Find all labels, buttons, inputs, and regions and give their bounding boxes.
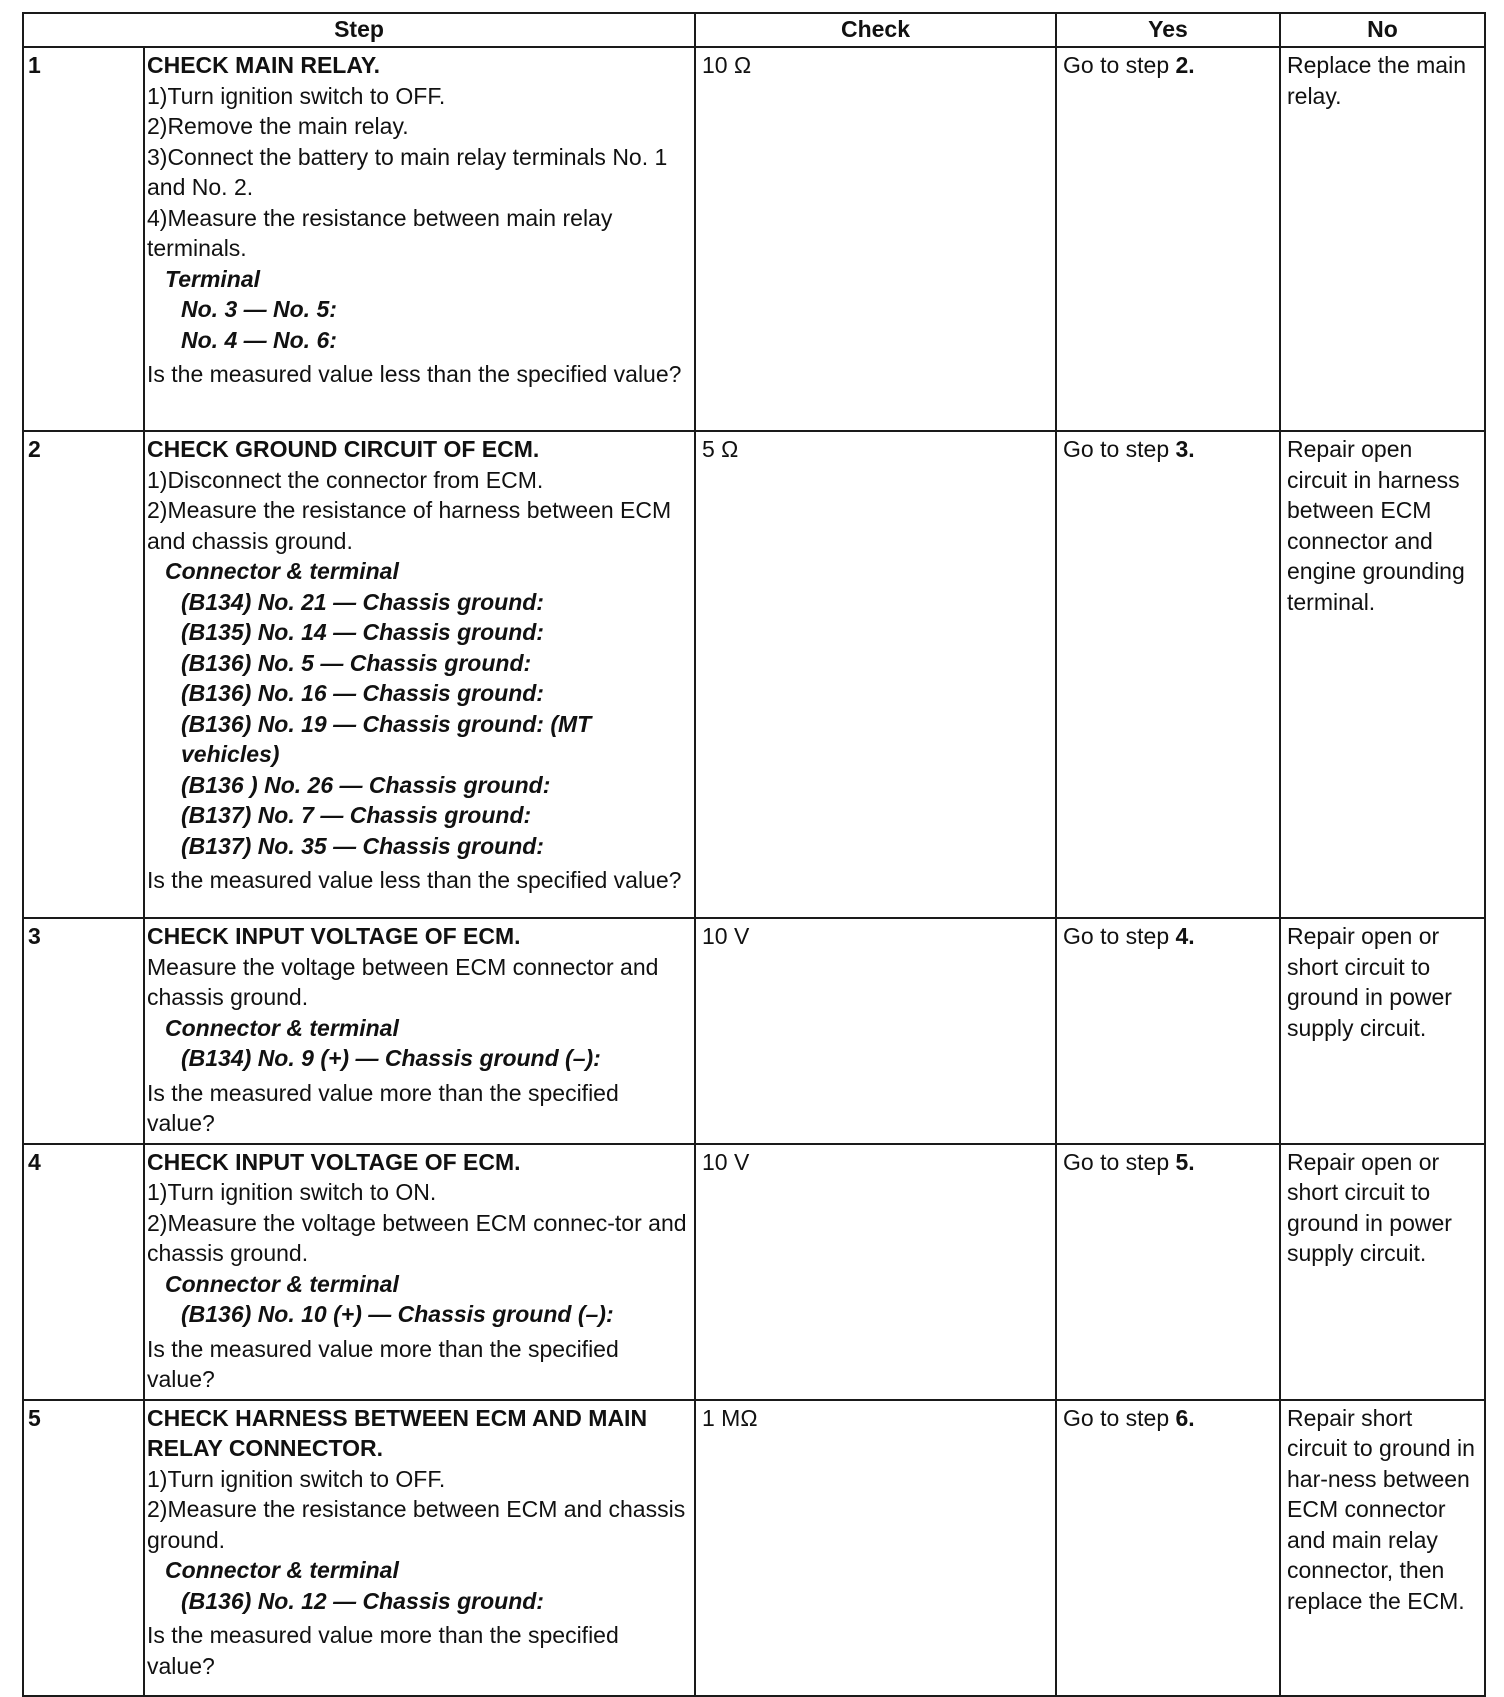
yes-step-number: 2. [1175,52,1195,78]
spec-item: (B136 ) No. 26 — Chassis ground: [181,771,551,798]
step-description [144,47,695,431]
step-description [144,431,695,918]
yes-step-number: 4. [1175,923,1195,949]
check-value: 10 Ω [695,47,1056,431]
no-action: Repair open or short circuit to ground in power supply circuit. [1280,918,1485,1144]
table-row [23,431,1485,918]
yes-text: Go to step [1063,1148,1176,1175]
check-value: 1 MΩ [695,1400,1056,1696]
check-value: 5 Ω [695,431,1056,918]
step-number: 5 [23,1400,144,1696]
header-no: No [1280,13,1485,47]
yes-action [1056,431,1280,918]
step-title: CHECK INPUT VOLTAGE OF ECM. [147,923,521,949]
step-title: CHECK INPUT VOLTAGE OF ECM. [147,1148,521,1175]
step-title: CHECK HARNESS BETWEEN ECM AND MAIN RELAY CONNECTOR. [147,1404,648,1461]
instruction-line: 2)Measure the resistance of harness between ECM and chassis ground. [147,497,672,554]
step-number: 3 [23,918,144,1144]
spec-item: (B136) No. 5 — Chassis ground: [181,649,532,676]
spec-item: (B134) No. 9 (+) — Chassis ground (–): [181,1045,601,1071]
spec-item: (B135) No. 14 — Chassis ground: [181,619,544,645]
instruction-line: 4)Measure the resistance between main relay terminals. [147,204,613,261]
check-value: 10 V [695,1144,1056,1400]
yes-text: Go to step [1063,923,1176,949]
header-check: Check [695,13,1056,47]
question: Is the measured value more than the specified value? [147,1335,619,1392]
step-title: CHECK MAIN RELAY. [147,52,381,78]
instruction-line: 2)Measure the resistance between ECM and chassis ground. [147,1496,686,1553]
no-action: Replace the main relay. [1280,47,1485,431]
question: Is the measured value more than the specified value? [147,1079,619,1136]
table-body [23,47,1485,1696]
yes-action [1056,1144,1280,1400]
yes-text: Go to step [1063,1404,1176,1431]
step-description [144,1144,695,1400]
spec-item: (B136) No. 12 — Chassis ground: [181,1587,544,1614]
spec-item: (B136) No. 19 — Chassis ground: (MT vehicles) [181,710,592,767]
yes-text: Go to step [1063,52,1176,78]
spec-item: No. 3 — No. 5: [181,296,337,322]
instruction-line: 1)Turn ignition switch to ON. [147,1179,437,1205]
spec-label: Connector & terminal [165,1557,399,1583]
yes-step-number: 5. [1175,1148,1195,1175]
no-action: Repair short circuit to ground in har-ness between ECM connector and main relay connector, then replace the ECM. [1280,1400,1485,1696]
spec-label: Connector & terminal [165,1014,399,1041]
yes-action [1056,1400,1280,1696]
header-yes: Yes [1056,13,1280,47]
header-step: Step [23,13,695,47]
question: Is the measured value less than the specified value? [147,361,682,387]
spec-label: Terminal [165,265,261,292]
step-description [144,1400,695,1696]
spec-item: (B136) No. 16 — Chassis ground: [181,680,544,706]
diagnostic-table [22,12,1486,1697]
instruction-line: 1)Disconnect the connector from ECM. [147,466,544,493]
spec-item: (B137) No. 7 — Chassis ground: [181,802,532,828]
instruction-line: 1)Turn ignition switch to OFF. [147,82,446,109]
table-row [23,47,1485,431]
instruction-line: 1)Turn ignition switch to OFF. [147,1465,446,1492]
yes-action [1056,918,1280,1144]
header-row [23,13,1485,47]
spec-item: (B136) No. 10 (+) — Chassis ground (–): [181,1301,614,1327]
question: Is the measured value less than the specified value? [147,867,682,893]
table-header [23,13,1485,47]
table-row [23,918,1485,1144]
yes-step-number: 3. [1175,436,1195,462]
yes-text: Go to step [1063,436,1176,462]
yes-action [1056,47,1280,431]
spec-item: (B134) No. 21 — Chassis ground: [181,588,544,615]
step-description [144,918,695,1144]
spec-label: Connector & terminal [165,558,399,584]
instruction-line: 2)Remove the main relay. [147,113,409,139]
instruction-line: 3)Connect the battery to main relay terminals No. 1 and No. 2. [147,143,668,200]
step-number: 2 [23,431,144,918]
spec-item: No. 4 — No. 6: [181,326,337,353]
step-number: 4 [23,1144,144,1400]
no-action: Repair open circuit in harness between ECM connector and engine grounding terminal. [1280,431,1485,918]
no-action: Repair open or short circuit to ground in power supply circuit. [1280,1144,1485,1400]
table-row [23,1400,1485,1696]
check-value: 10 V [695,918,1056,1144]
step-number: 1 [23,47,144,431]
spec-item: (B137) No. 35 — Chassis ground: [181,832,544,859]
question: Is the measured value more than the specified value? [147,1622,619,1679]
instruction-line: 2)Measure the voltage between ECM connec-tor and chassis ground. [147,1209,687,1266]
step-title: CHECK GROUND CIRCUIT OF ECM. [147,436,540,462]
yes-step-number: 6. [1175,1404,1195,1431]
table-row [23,1144,1485,1400]
instruction-line: Measure the voltage between ECM connector and chassis ground. [147,953,659,1010]
spec-label: Connector & terminal [165,1270,399,1297]
